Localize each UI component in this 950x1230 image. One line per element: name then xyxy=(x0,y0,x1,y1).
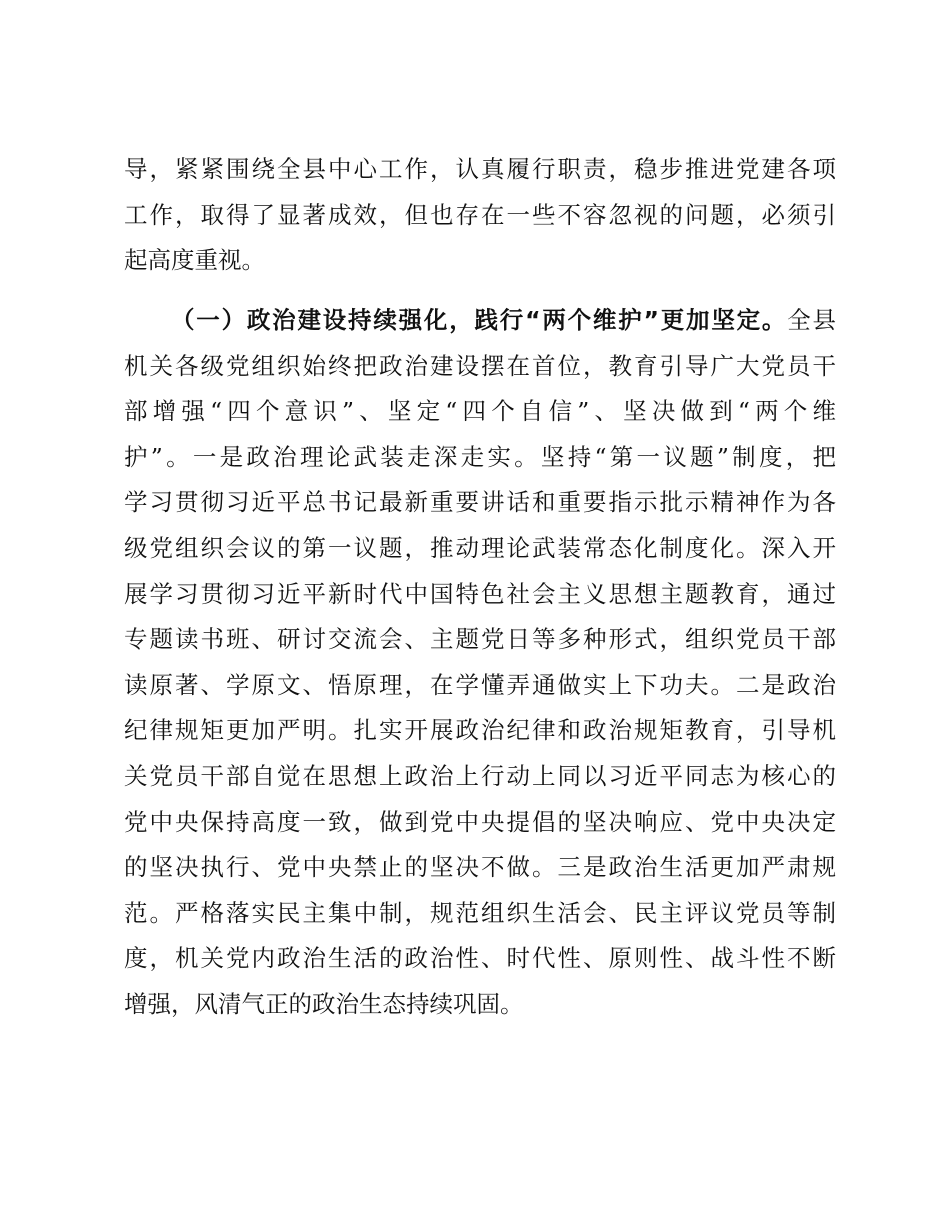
paragraph-line: 专题读书班、研讨交流会、主题党日等多种形式，组织党员干部 xyxy=(124,625,836,654)
paragraph-line: 增强，风清气正的政治生态持续巩固。 xyxy=(124,989,524,1018)
paragraph-line: 的坚决执行、党中央禁止的坚决不做。三是政治生活更加严肃规 xyxy=(124,853,836,882)
section-heading: （一）政治建设持续强化，践行“两个维护”更加坚定。 xyxy=(171,306,788,334)
paragraph-line: 纪律规矩更加严明。扎实开展政治纪律和政治规矩教育，引导机 xyxy=(124,716,836,745)
paragraph-line: 部增强“四个意识”、坚定“四个自信”、坚决做到“两个维 xyxy=(124,397,836,426)
paragraph-intro xyxy=(124,147,836,284)
paragraph-line: 级党组织会议的第一议题，推动理论武装常态化制度化。深入开 xyxy=(124,533,836,562)
paragraph-line: 学习贯彻习近平总书记最新重要讲话和重要指示批示精神作为各 xyxy=(124,488,836,517)
paragraph-line-start: 全县 xyxy=(787,306,837,334)
paragraph-line: 范。严格落实民主集中制，规范组织生活会、民主评议党员等制 xyxy=(124,898,836,927)
paragraph-line: 导，紧紧围绕全县中心工作，认真履行职责，稳步推进党建各项 xyxy=(124,155,836,183)
paragraph-line: 工作，取得了显著成效，但也存在一些不容忽视的问题，必须引 xyxy=(124,200,836,229)
paragraph-line: 关党员干部自觉在思想上政治上行动上同以习近平同志为核心的 xyxy=(124,761,836,790)
paragraph-line: 展学习贯彻习近平新时代中国特色社会主义思想主题教育，通过 xyxy=(124,579,836,608)
paragraph-first-line xyxy=(124,298,836,344)
paragraph-line: 党中央保持高度一致，做到党中央提倡的坚决响应、党中央决定 xyxy=(124,807,836,836)
paragraph-line: 度，机关党内政治生活的政治性、时代性、原则性、战斗性不断 xyxy=(124,944,836,973)
paragraph-line: 读原著、学原文、悟原理，在学懂弄通做实上下功夫。二是政治 xyxy=(124,670,836,699)
paragraph-line: 机关各级党组织始终把政治建设摆在首位，教育引导广大党员干 xyxy=(124,351,836,380)
paragraph-line: 护”。一是政治理论武装走深走实。坚持“第一议题”制度，把 xyxy=(124,442,836,471)
paragraph-line: 起高度重视。 xyxy=(124,246,265,275)
paragraph-political-construction xyxy=(124,298,836,1028)
